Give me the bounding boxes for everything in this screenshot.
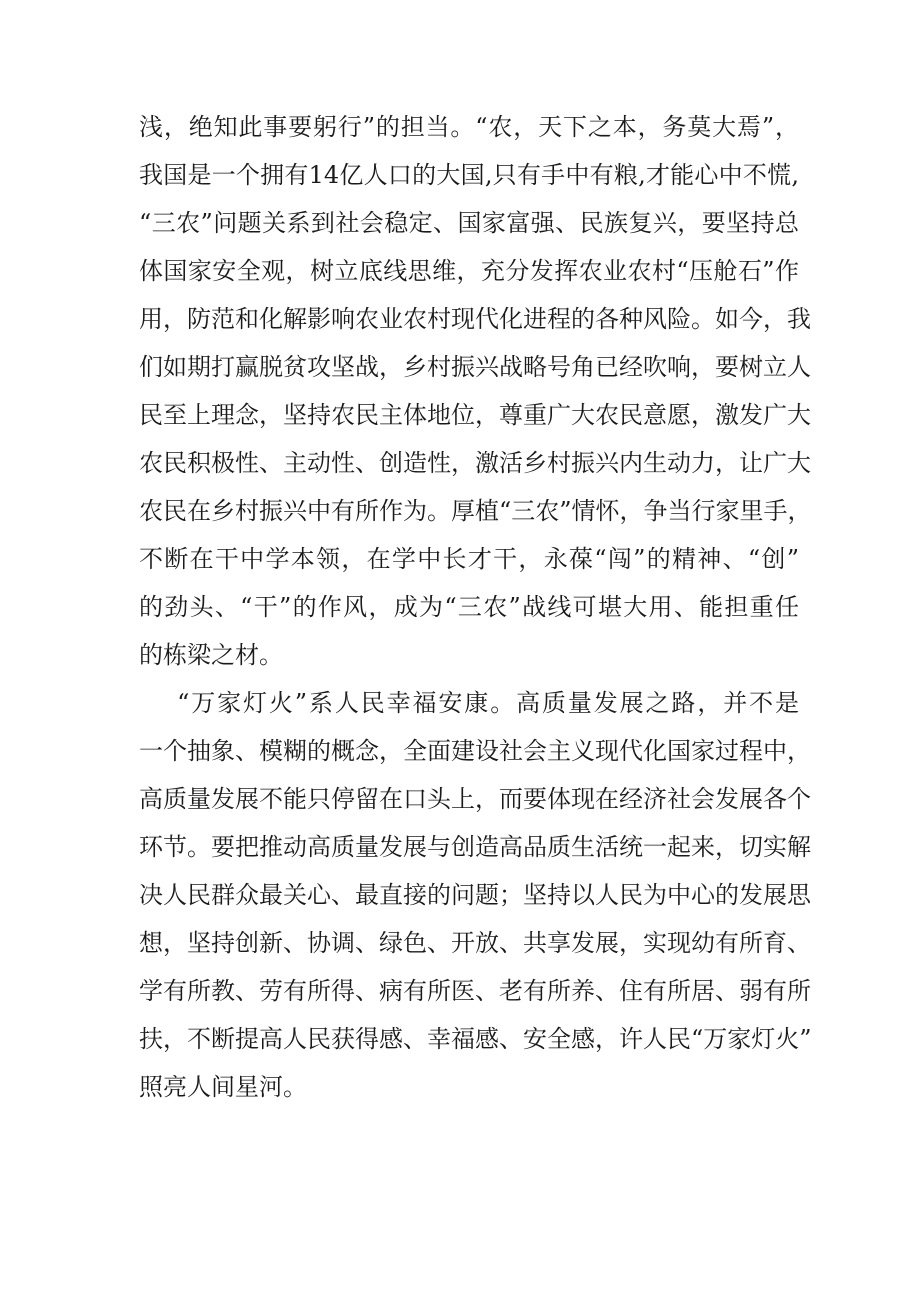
text-line: 体国家安全观，树立底线思维，充分发挥农业农村“压舱石”作 — [139, 257, 799, 285]
text-line: 环节。要把推动高质量发展与创造高品质生活统一起来，切实解 — [139, 833, 811, 861]
text-line: 想，坚持创新、协调、绿色、开放、共享发展，实现幼有所育、 — [139, 929, 811, 957]
text-line: 学有所教、劳有所得、病有所医、老有所养、住有所居、弱有所 — [139, 977, 811, 1005]
text-line: 民至上理念，坚持农民主体地位，尊重广大农民意愿，激发广大 — [139, 401, 811, 429]
text-line: “万家灯火”系人民幸福安康。高质量发展之路，并不是 — [139, 689, 799, 717]
text-line: 农民在乡村振兴中有所作为。厚植“三农”情怀，争当行家里手， — [139, 497, 812, 525]
text-line: 决人民群众最关心、最直接的问题；坚持以人民为中心的发展思 — [139, 881, 811, 909]
text-line: 我国是一个拥有14亿人口的大国,只有手中有粮,才能心中不慌, — [139, 161, 799, 189]
text-line: 用，防范和化解影响农业农村现代化进程的各种风险。如今，我 — [139, 305, 811, 333]
text-line: 的栋梁之材。 — [139, 641, 283, 669]
text-line: 照亮人间星河。 — [139, 1073, 307, 1101]
text-line: 一个抽象、模糊的概念，全面建设社会主义现代化国家过程中， — [139, 737, 811, 765]
text-line: “三农”问题关系到社会稳定、国家富强、民族复兴，要坚持总 — [139, 209, 799, 237]
text-line: 农民积极性、主动性、创造性，激活乡村振兴内生动力，让广大 — [139, 449, 811, 477]
text-line: 的劲头、“干”的作风，成为“三农”战线可堪大用、能担重任 — [139, 593, 799, 621]
text-line: 扶，不断提高人民获得感、幸福感、安全感，许人民“万家灯火” — [139, 1025, 812, 1053]
text-line: 浅，绝知此事要躬行”的担当。“农，天下之本，务莫大焉”， — [139, 113, 799, 141]
text-line: 们如期打赢脱贫攻坚战，乡村振兴战略号角已经吹响，要树立人 — [139, 353, 811, 381]
text-line: 不断在干中学本领，在学中长才干，永葆“闯”的精神、“创” — [139, 545, 799, 573]
text-line: 高质量发展不能只停留在口头上，而要体现在经济社会发展各个 — [139, 785, 811, 813]
